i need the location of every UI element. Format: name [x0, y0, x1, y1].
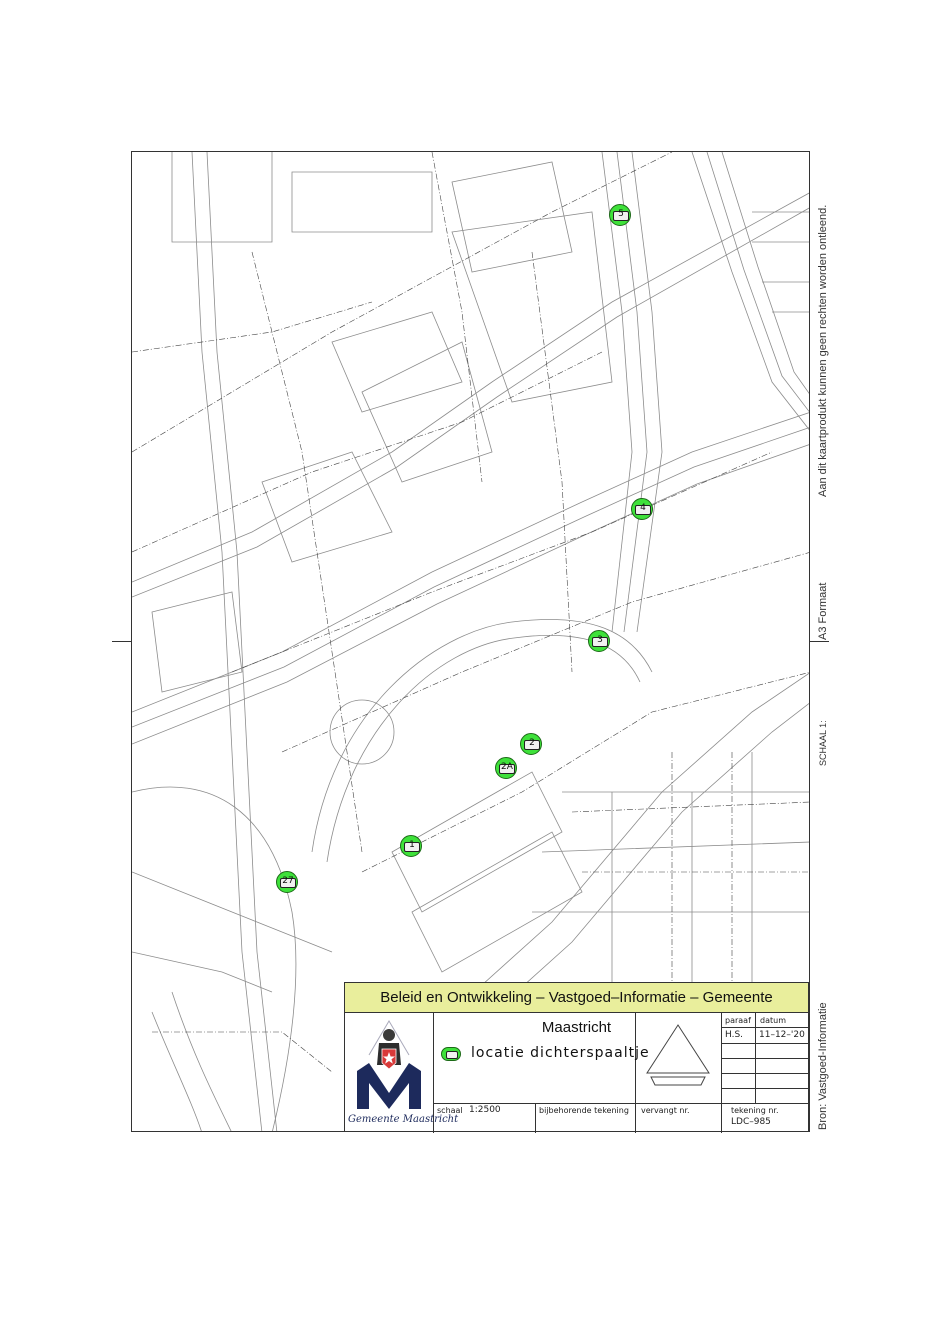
- marker-27[interactable]: [276, 871, 298, 893]
- divider: [535, 1103, 536, 1133]
- title-block: [344, 982, 809, 1132]
- divider: [721, 1043, 810, 1044]
- source-note: Bron: Vastgoed-Informatie: [817, 1002, 829, 1130]
- datum-value: 11–12–'20: [759, 1030, 805, 1040]
- gemeente-maastricht-logo-icon: [345, 1013, 433, 1113]
- scale-note: SCHAAL 1:: [818, 720, 828, 766]
- divider: [635, 1013, 636, 1133]
- divider: [721, 1027, 810, 1028]
- legend-label: locatie dichterspaaltje: [471, 1045, 650, 1061]
- marker-2a[interactable]: [495, 757, 517, 779]
- divider: [721, 1073, 810, 1074]
- marker-1[interactable]: [400, 835, 422, 857]
- marker-label: 2A: [501, 762, 513, 772]
- marker-label: 4: [640, 503, 646, 513]
- triangle-symbol: [641, 1021, 715, 1097]
- bijbehorende-label: bijbehorende tekening: [539, 1106, 629, 1115]
- logo-caption: Gemeente Maastricht: [348, 1114, 459, 1125]
- paraaf-value: H.S.: [725, 1030, 744, 1040]
- format-note: A3 Formaat: [817, 582, 829, 640]
- schaal-label: schaal: [437, 1106, 463, 1115]
- title-bar: Beleid en Ontwikkeling – Vastgoed–Informatie – Gemeente Maastricht: [345, 983, 808, 1013]
- schaal-value: 1:2500: [469, 1105, 501, 1115]
- marker-5[interactable]: [609, 204, 631, 226]
- marker-4[interactable]: [631, 498, 653, 520]
- divider: [721, 1058, 810, 1059]
- marker-label: 2: [529, 738, 535, 748]
- paraaf-label: paraaf: [725, 1016, 751, 1025]
- center-tick-left: [112, 641, 131, 642]
- tekening-value: LDC–985: [731, 1117, 771, 1127]
- divider: [433, 1103, 809, 1104]
- divider: [721, 1088, 810, 1089]
- marker-label: 1: [409, 840, 415, 850]
- legend-marker-icon: [441, 1047, 461, 1061]
- disclaimer-note: Aan dit kaartprodukt kunnen geen rechten worden ontleend.: [817, 204, 829, 497]
- triangle-icon: [641, 1021, 715, 1097]
- marker-3[interactable]: [588, 630, 610, 652]
- marker-label: 5: [618, 209, 624, 219]
- marker-label: 27: [282, 876, 294, 886]
- marker-2[interactable]: [520, 733, 542, 755]
- center-tick-right: [810, 641, 829, 642]
- legend: [441, 1045, 650, 1069]
- marker-label: 3: [597, 635, 603, 645]
- vervangt-label: vervangt nr.: [641, 1106, 690, 1115]
- datum-label: datum: [760, 1016, 786, 1025]
- tekening-label: tekening nr.: [731, 1106, 779, 1115]
